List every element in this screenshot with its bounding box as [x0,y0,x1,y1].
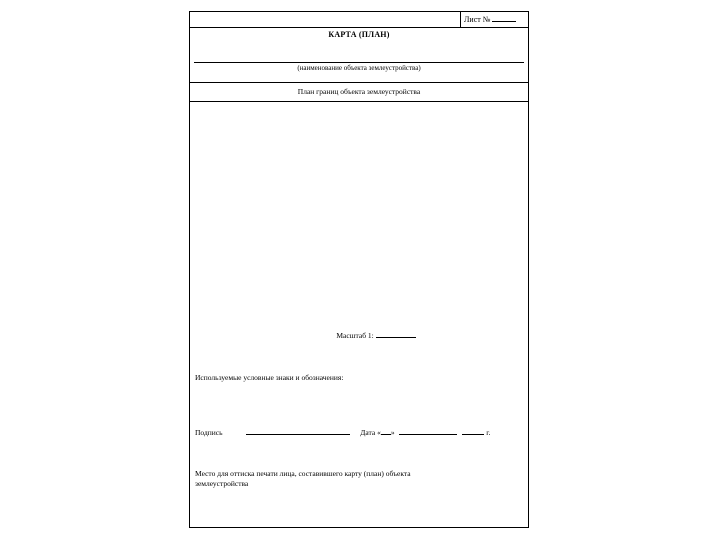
object-name-caption: (наименование объекта землеустройства) [297,64,421,72]
document-page [189,11,529,528]
signature-row [195,425,490,437]
legend-label: Используемые условные знаки и обозначения: [195,373,344,382]
plan-header: План границ объекта землеустройства [190,82,528,102]
scale-row [190,328,528,340]
scale-label: Масштаб 1: [336,331,374,340]
date-close: » [390,428,395,437]
sheet-number-box [460,12,528,28]
stamp-placeholder-text: Место для оттиска печати лица, составившего карту (план) объекта землеустройства [195,469,411,488]
sheet-number-blank [492,12,516,22]
date-month-blank [399,425,457,435]
year-suffix: г. [486,428,491,437]
document-title: КАРТА (ПЛАН) [328,30,390,39]
signature-label: Подпись [195,428,223,437]
date-day-blank [381,425,391,435]
signature-blank [246,425,350,435]
date-year-blank [462,425,484,435]
header-strip [190,12,528,28]
date-label: Дата « [360,428,381,437]
object-name-line [194,62,524,63]
sheet-number-label: Лист № [464,15,491,24]
scale-blank [376,328,416,338]
